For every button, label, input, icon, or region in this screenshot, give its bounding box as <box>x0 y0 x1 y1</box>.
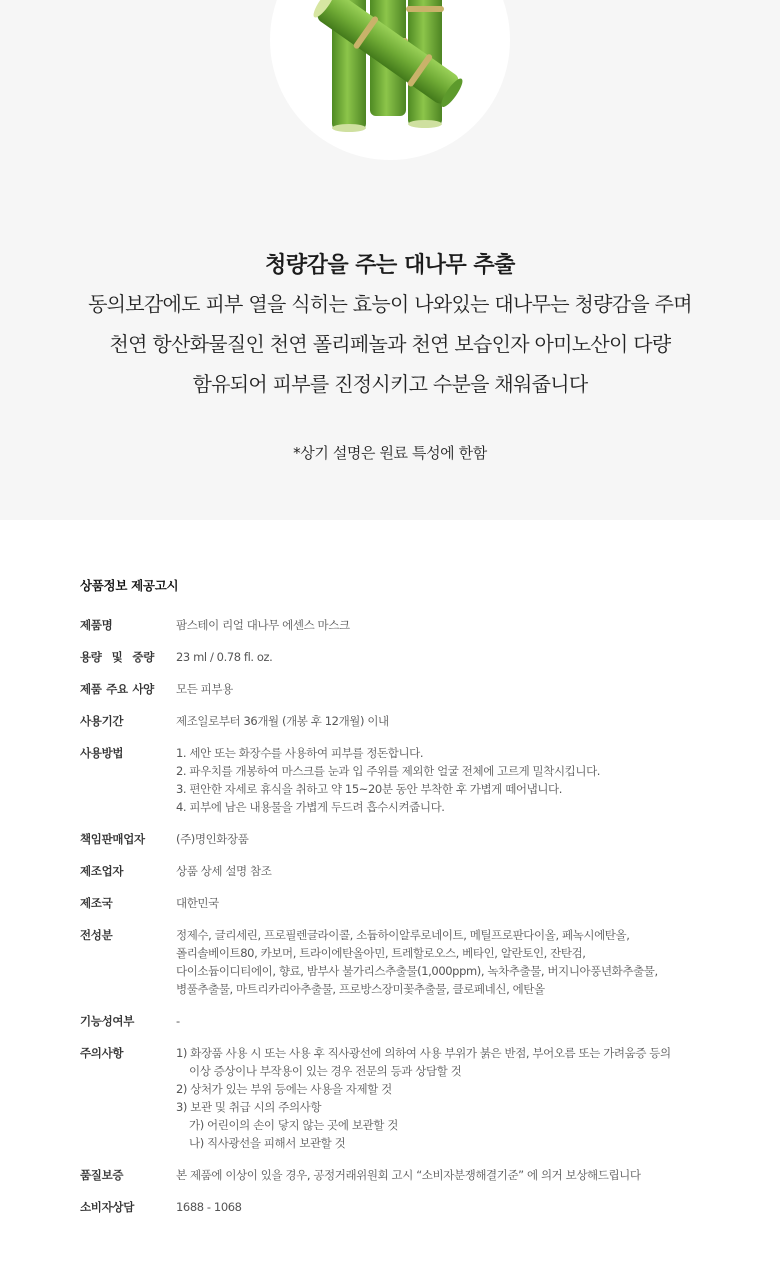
hero-headline: 청량감을 주는 대나무 추출 <box>265 253 515 278</box>
info-line: 상품 상세 설명 참조 <box>176 864 272 878</box>
info-label: 사용기간 <box>80 714 124 728</box>
info-row-usage <box>80 744 720 816</box>
info-value <box>176 648 272 666</box>
info-value <box>176 894 219 912</box>
info-line: 가) 어린이의 손이 닿지 않는 곳에 보관할 것 <box>189 1118 398 1132</box>
info-line: 2) 상처가 있는 부위 등에는 사용을 자제할 것 <box>176 1082 392 1096</box>
info-value <box>176 1012 180 1030</box>
info-row-product-name <box>80 616 720 634</box>
info-row-volume <box>80 648 720 666</box>
info-line: (주)명인화장품 <box>176 832 249 846</box>
info-label: 책임판매업자 <box>80 832 145 846</box>
info-line: 23 ml / 0.78 fl. oz. <box>176 650 273 664</box>
info-label: 품질보증 <box>80 1168 124 1182</box>
info-row-functional <box>80 1012 720 1030</box>
info-label: 주의사항 <box>80 1046 124 1060</box>
bamboo-image <box>270 0 510 160</box>
info-line: 1) 화장품 사용 시 또는 사용 후 직사광선에 의하여 사용 부위가 붉은 반점, 부어오름 또는 가려움증 등의 <box>176 1046 671 1060</box>
info-row-warranty <box>80 1166 720 1184</box>
info-line: 폴리솔베이트80, 카보머, 트라이에탄올아민, 트레할로오스, 베타인, 알란토인, 잔탄검, <box>176 946 586 960</box>
info-line: 1688 - 1068 <box>176 1200 242 1214</box>
info-line: 3. 편안한 자세로 휴식을 취하고 약 15~20분 동안 부착한 후 가볍게 떼어냅니다. <box>176 782 562 796</box>
info-line: 이상 증상이나 부작용이 있는 경우 전문의 등과 상담할 것 <box>189 1064 462 1078</box>
info-row-country <box>80 894 720 912</box>
info-line: - <box>176 1014 180 1028</box>
bamboo-illustration <box>270 0 510 160</box>
info-line: 병풀추출물, 마트리카리아추출물, 프로방스장미꽃추출물, 클로페네신, 에탄올 <box>176 982 545 996</box>
info-value <box>176 744 600 816</box>
hero-note: *상기 설명은 원료 특성에 한함 <box>293 444 487 462</box>
info-row-expiry <box>80 712 720 730</box>
info-line: 정제수, 글리세린, 프로필렌글라이콜, 소듐하이알루로네이트, 메틸프로판다이올, 페녹시에탄올, <box>176 928 630 942</box>
info-row-manufacturer <box>80 862 720 880</box>
info-line: 1. 세안 또는 화장수를 사용하여 피부를 정돈합니다. <box>176 746 424 760</box>
info-label: 제조국 <box>80 896 113 910</box>
info-label: 소비자상담 <box>80 1200 135 1214</box>
info-value <box>176 616 350 634</box>
info-row-consult <box>80 1198 720 1216</box>
info-row-spec <box>80 680 720 698</box>
info-label: 기능성여부 <box>80 1014 135 1028</box>
info-label: 제품 주요 사양 <box>80 682 154 696</box>
info-row-ingredients <box>80 926 720 998</box>
info-value <box>176 830 248 848</box>
info-value <box>176 926 658 998</box>
info-line: 나) 직사광선을 피해서 보관할 것 <box>189 1136 346 1150</box>
info-value <box>176 862 271 880</box>
info-line: 3) 보관 및 취급 시의 주의사항 <box>176 1100 322 1114</box>
info-line: 대한민국 <box>176 896 219 910</box>
info-value <box>176 1166 641 1184</box>
info-row-seller <box>80 830 720 848</box>
info-label: 제품명 <box>80 618 113 632</box>
info-line: 팜스테이 리얼 대나무 에센스 마스크 <box>176 618 350 632</box>
info-title: 상품정보 제공고시 <box>80 578 179 593</box>
info-value <box>176 712 389 730</box>
info-line: 2. 파우치를 개봉하여 마스크를 눈과 입 주위를 제외한 얼굴 전체에 고르게 밀착시킵니다. <box>176 764 601 778</box>
product-info-notice <box>80 576 720 1230</box>
info-line: 모든 피부용 <box>176 682 233 696</box>
info-value <box>176 680 233 698</box>
info-label: 제조업자 <box>80 864 124 878</box>
hero-desc-line: 천연 항산화물질인 천연 폴리페놀과 천연 보습인자 아미노산이 다량 <box>109 332 671 356</box>
info-line: 다이소듐이디티에이, 향료, 밤부사 불가리스추출물(1,000ppm), 녹차추출물, 버지니아풍년화추출물, <box>176 964 658 978</box>
info-value <box>176 1044 671 1152</box>
hero-desc-line: 동의보감에도 피부 열을 식히는 효능이 나와있는 대나무는 청량감을 주며 <box>88 292 692 316</box>
info-line: 본 제품에 이상이 있을 경우, 공정거래위원회 고시 “소비자분쟁해결기준” 에 의거 보상해드립니다 <box>176 1168 641 1182</box>
info-line: 4. 피부에 남은 내용물을 가볍게 두드려 흡수시켜줍니다. <box>176 800 445 814</box>
info-label: 사용방법 <box>80 746 124 760</box>
hero-section <box>0 0 780 520</box>
info-line: 제조일로부터 36개월 (개봉 후 12개월) 이내 <box>176 714 389 728</box>
hero-description <box>0 284 780 404</box>
info-row-caution <box>80 1044 720 1152</box>
info-label: 용량 및 중량 <box>80 650 154 664</box>
info-label: 전성분 <box>80 928 113 942</box>
info-value <box>176 1198 242 1216</box>
hero-desc-line: 함유되어 피부를 진정시키고 수분을 채워줍니다 <box>192 372 588 396</box>
